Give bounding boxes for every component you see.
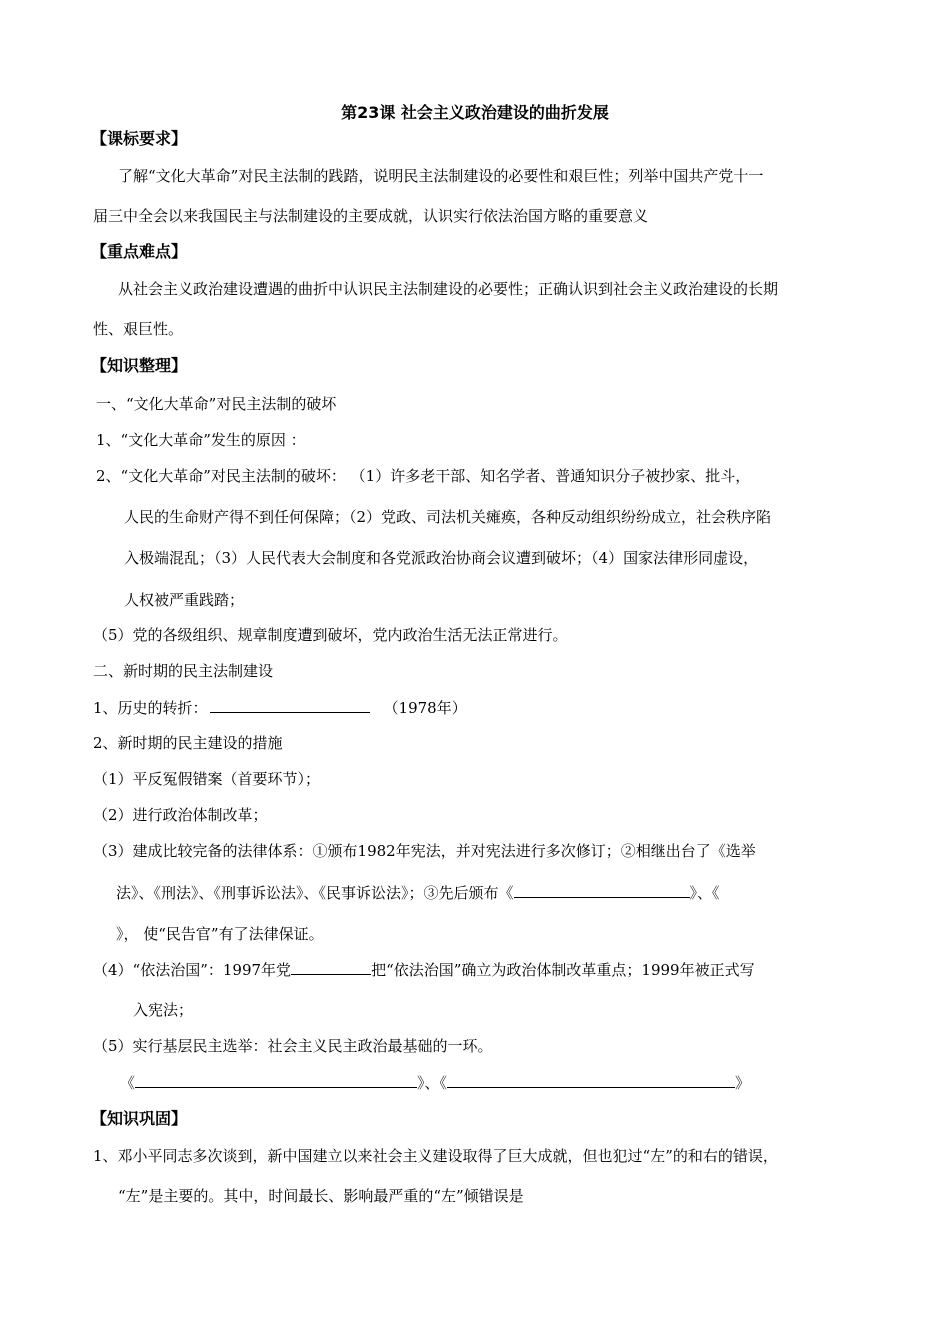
measure-5: （5）实行基层民主选举：社会主义民主政治最基础的一环。: [93, 1037, 493, 1055]
standards-paragraph-line-2: 届三中全会以来我国民主与法制建设的主要成就，认识实行依法治国方略的重要意义: [93, 207, 649, 225]
item-1-2-line-1: 2、“文化大革命”对民主法制的破坏： （1）许多老干部、知名学者、普通知识分子被抄家、批斗，: [96, 467, 751, 485]
heading-keypoints: 【重点难点】: [91, 242, 188, 261]
standards-paragraph-line-1: 了解“文化大革命”对民主法制的践踏，说明民主法制建设的必要性和艰巨性；列举中国共产党十一: [118, 167, 764, 185]
heading-standards: 【课标要求】: [91, 129, 188, 148]
question-1-line-2: “左”是主要的。其中，时间最长、影响最严重的“左”倾错误是: [118, 1187, 524, 1205]
item-2-1: [93, 697, 467, 718]
measure-3-line-1: （3）建成比较完备的法律体系：①颁布1982年宪法，并对宪法进行多次修订；②相继出台了《选举: [93, 842, 756, 860]
page-title: 第23课 社会主义政治建设的曲折发展: [341, 103, 609, 122]
measure-3-laws-text: 法》、《刑法》、《刑事诉讼法》、《民事诉讼法》；③先后颁布《: [116, 884, 514, 902]
open-bracket: 《: [120, 1074, 136, 1092]
section-2-title: 二、新时期的民主法制建设: [93, 662, 274, 680]
item-1-2-line-2: 人民的生命财产得不到任何保障；（2）党政、司法机关瘫痪，各种反动组织纷纷成立，社会秩序陷: [124, 508, 772, 526]
measure-3-line-3: 》， 使“民告官”有了法律保证。: [116, 925, 324, 943]
item-1-1: 1、“文化大革命”发生的原因 ：: [96, 431, 306, 449]
measure-4-line-2: 入宪法；: [133, 1001, 194, 1019]
measure-2: （2）进行政治体制改革；: [93, 806, 268, 824]
section-1-title: 一、“文化大革命”对民主法制的破坏: [96, 395, 337, 413]
close-bracket: 》: [735, 1074, 751, 1092]
item-1-2-line-3: 入极端混乱；（3）人民代表大会制度和各党派政治协商会议遭到破坏；（4）国家法律形同虚设，: [124, 549, 759, 567]
measure-3-line-2: [116, 882, 720, 903]
item-2-1-year: （1978年）: [383, 699, 467, 717]
measure-3-separator: 》、《: [689, 884, 720, 902]
fill-blank-law-1[interactable]: [514, 882, 690, 898]
item-2-2: 2、新时期的民主建设的措施: [93, 734, 283, 752]
item-2-1-label: 1、历史的转折：: [93, 699, 208, 717]
item-1-2-line-5: （5）党的各级组织、规章制度遭到破坏，党内政治生活无法正常进行。: [93, 626, 568, 644]
heading-consolidation: 【知识巩固】: [91, 1109, 188, 1128]
bracket-separator: 》、《: [417, 1074, 448, 1092]
heading-knowledge: 【知识整理】: [91, 356, 188, 375]
fill-blank-historic-turn[interactable]: [210, 697, 370, 713]
keypoints-paragraph-line-2: 性、艰巨性。: [93, 320, 184, 338]
item-1-2-line-4: 人权被严重践踏；: [124, 591, 245, 609]
measure-4-line-1: [93, 959, 755, 980]
measure-5-blanks: [120, 1072, 750, 1093]
measure-4-text-post: 把“依法治国”确立为政治体制改革重点；1999年被正式写: [371, 961, 755, 979]
fill-blank-law-2[interactable]: [135, 1072, 417, 1088]
question-1-line-1: 1、邓小平同志多次谈到，新中国建立以来社会主义建设取得了巨大成就，但也犯过“左”的和右的错误，: [93, 1147, 778, 1165]
measure-4-text-pre: （4）“依法治国”：1997年党: [93, 961, 292, 979]
fill-blank-party-congress[interactable]: [291, 959, 371, 975]
measure-1: （1）平反冤假错案（首要环节）；: [93, 770, 321, 788]
fill-blank-law-3[interactable]: [447, 1072, 735, 1088]
keypoints-paragraph-line-1: 从社会主义政治建设遭遇的曲折中认识民主法制建设的必要性；正确认识到社会主义政治建设的长期: [118, 280, 779, 298]
